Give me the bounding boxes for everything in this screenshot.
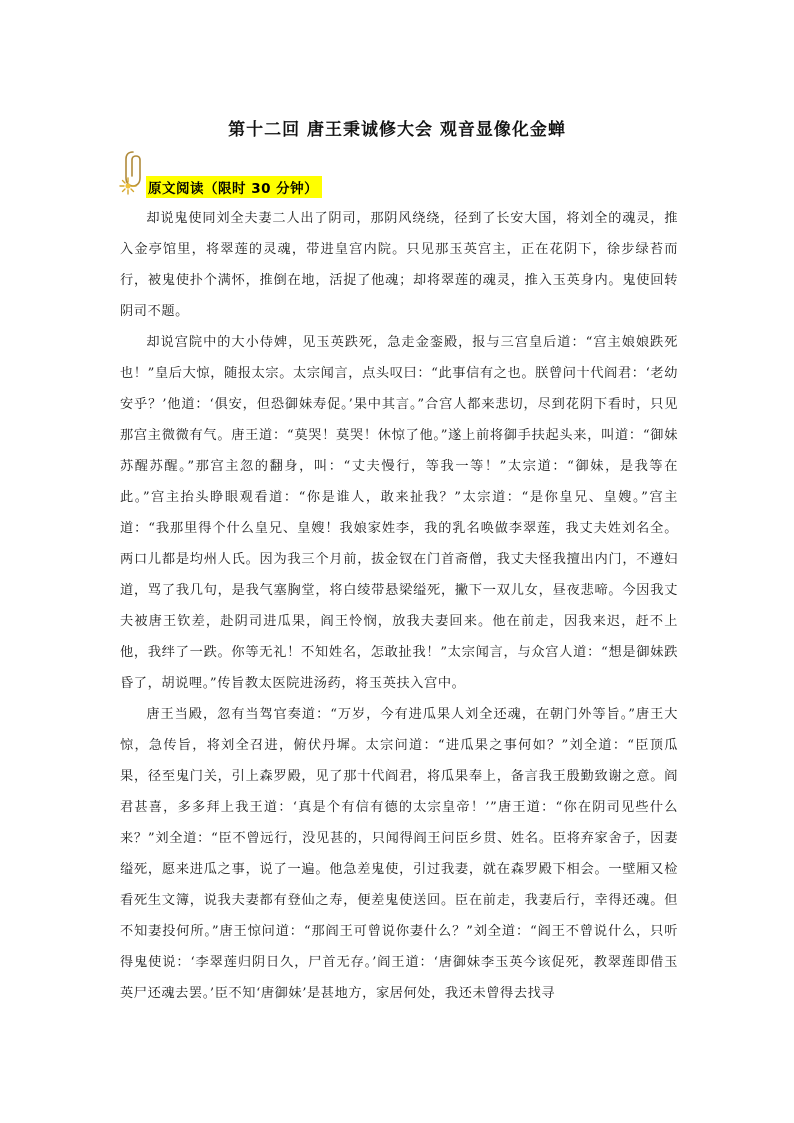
paragraph: 唐王当殿，忽有当驾官奏道：“万岁，今有进瓜果人刘全还魂，在朝门外等旨。”唐王大惊，急传旨，将刘全召进，俯伏丹墀。太宗问道：“进瓜果之事何如？”刘全道：“臣顶瓜果，径至鬼门关，引上森罗殿，见了那十代阎君，将瓜果奉上，备言我王殷勤致谢之意。阎君甚喜，多多拜上我王道：‘真是个有信有德的太宗皇帝！’”唐王道：“你在阴司见些什么来？”刘全道：“臣不曾远行，没见甚的，只闻得阎王问臣乡贯、姓名。臣将弃家舍子，因妻缢死，愿来进瓜之事，说了一遍。他急差鬼使，引过我妻，就在森罗殿下相会。一壁厢又检看死生文簿，说我夫妻都有登仙之寿，便差鬼使送回。臣在前走，我妻后行，幸得还魂。但不知妻投何所。”唐王惊问道：“那阎王可曾说你妻什么？”刘全道：“阎王不曾说什么，只听得鬼使说：‘李翠莲归阴日久，尸首无存。’阎王道：‘唐御妹李玉英今该促死，教翠莲即借玉英尸还魂去罢。’臣不知‘唐御妹’是甚地方，家居何处，我还未曾得去找寻 bbox=[120, 707, 678, 1001]
section-label-reading: 原文阅读（限时 30 分钟） bbox=[146, 176, 322, 198]
body-text bbox=[120, 203, 678, 1009]
paperclip-sun-icon bbox=[118, 148, 148, 196]
paragraph: 却说宫院中的大小侍婢，见玉英跌死，急走金銮殿，报与三宫皇后道：“宫主娘娘跌死也！”皇后大惊，随报太宗。太宗闻言，点头叹曰：“此事信有之也。朕曾问十代阎君：‘老幼安乎？’他道：‘俱安，但恐御妹寿促。’果中其言。”合宫人都来悲切，尽到花阴下看时，只见那宫主微微有气。唐王道：“莫哭！莫哭！休惊了他。”遂上前将御手扶起头来，叫道：“御妹苏醒苏醒。”那宫主忽的翻身，叫：“丈夫慢行，等我一等！”太宗道：“御妹，是我等在此。”宫主抬头睁眼观看道：“你是谁人，敢来扯我？”太宗道：“是你皇兄、皇嫂。”宫主道：“我那里得个什么皇兄、皇嫂！我娘家姓李，我的乳名唤做李翠莲，我丈夫姓刘名全。两口儿都是均州人氏。因为我三个月前，拔金钗在门首斋僧，我丈夫怪我擅出内门，不遵妇道，骂了我几句，是我气塞胸堂，将白绫带悬梁缢死，撇下一双儿女，昼夜悲啼。今因我丈夫被唐王钦差，赴阴司进瓜果，阎王怜悯，放我夫妻回来。他在前走，因我来迟，赶不上他，我绊了一跌。你等无礼！不知姓名，怎敢扯我！”太宗闻言，与众宫人道：“想是御妹跌昏了，胡说哩。”传旨教太医院进汤药，将玉英扶入宫中。 bbox=[120, 335, 678, 691]
chapter-title: 第十二回 唐王秉诚修大会 观音显像化金蝉 bbox=[228, 120, 566, 141]
paragraph: 却说鬼使同刘全夫妻二人出了阴司，那阴风绕绕，径到了长安大国，将刘全的魂灵，推入金亭馆里，将翠莲的灵魂，带进皇宫内院。只见那玉英宫主，正在花阴下，徐步绿苔而行，被鬼使扑个满怀，推倒在地，活捉了他魂；却将翠莲的魂灵，推入玉英身内。鬼使回转阴司不题。 bbox=[120, 211, 678, 319]
